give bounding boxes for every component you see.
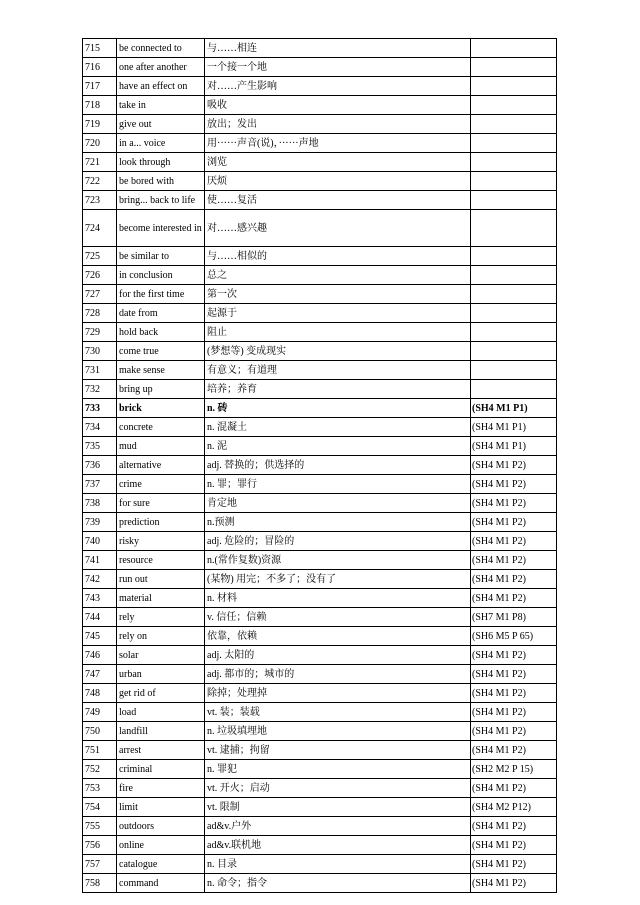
table-row	[83, 836, 557, 855]
chinese-meaning: n. 罪；罪行	[205, 475, 471, 494]
source-reference: (SH6 M5 P 65)	[471, 627, 557, 646]
table-row	[83, 96, 557, 115]
source-reference: (SH4 M2 P12)	[471, 798, 557, 817]
entry-number: 740	[83, 532, 117, 551]
english-term: one after another	[117, 58, 205, 77]
table-row	[83, 646, 557, 665]
english-term: bring... back to life	[117, 191, 205, 210]
source-reference	[471, 191, 557, 210]
chinese-meaning: n. 目录	[205, 855, 471, 874]
table-row	[83, 760, 557, 779]
entry-number: 728	[83, 304, 117, 323]
entry-number: 724	[83, 210, 117, 247]
table-row	[83, 570, 557, 589]
table-row	[83, 172, 557, 191]
chinese-meaning: n. 命令；指令	[205, 874, 471, 893]
table-row	[83, 437, 557, 456]
entry-number: 736	[83, 456, 117, 475]
table-row	[83, 285, 557, 304]
chinese-meaning: n. 罪犯	[205, 760, 471, 779]
chinese-meaning: 第一次	[205, 285, 471, 304]
chinese-meaning: adj. 替换的；供选择的	[205, 456, 471, 475]
entry-number: 726	[83, 266, 117, 285]
english-term: criminal	[117, 760, 205, 779]
entry-number: 752	[83, 760, 117, 779]
source-reference	[471, 39, 557, 58]
chinese-meaning: 一个接一个地	[205, 58, 471, 77]
vocabulary-sheet	[82, 38, 556, 893]
chinese-meaning: 有意义；有道理	[205, 361, 471, 380]
chinese-meaning: 与……相连	[205, 39, 471, 58]
chinese-meaning: vt. 装；装载	[205, 703, 471, 722]
english-term: bring up	[117, 380, 205, 399]
table-row	[83, 874, 557, 893]
source-reference: (SH4 M1 P2)	[471, 722, 557, 741]
entry-number: 756	[83, 836, 117, 855]
chinese-meaning: adj. 太阳的	[205, 646, 471, 665]
chinese-meaning: 对……产生影响	[205, 77, 471, 96]
table-row	[83, 380, 557, 399]
table-row	[83, 58, 557, 77]
table-row	[83, 115, 557, 134]
chinese-meaning: 厌烦	[205, 172, 471, 191]
table-row	[83, 665, 557, 684]
table-row	[83, 399, 557, 418]
chinese-meaning: n. 泥	[205, 437, 471, 456]
entry-number: 749	[83, 703, 117, 722]
english-term: hold back	[117, 323, 205, 342]
table-row	[83, 361, 557, 380]
source-reference	[471, 266, 557, 285]
chinese-meaning: n.(常作复数)资源	[205, 551, 471, 570]
entry-number: 745	[83, 627, 117, 646]
entry-number: 751	[83, 741, 117, 760]
entry-number: 720	[83, 134, 117, 153]
source-reference: (SH4 M1 P2)	[471, 646, 557, 665]
source-reference	[471, 285, 557, 304]
english-term: be bored with	[117, 172, 205, 191]
source-reference: (SH4 M1 P2)	[471, 551, 557, 570]
entry-number: 758	[83, 874, 117, 893]
table-row	[83, 323, 557, 342]
chinese-meaning: n.预测	[205, 513, 471, 532]
entry-number: 721	[83, 153, 117, 172]
english-term: mud	[117, 437, 205, 456]
chinese-meaning: vt. 限制	[205, 798, 471, 817]
table-row	[83, 266, 557, 285]
entry-number: 747	[83, 665, 117, 684]
source-reference	[471, 153, 557, 172]
english-term: come true	[117, 342, 205, 361]
chinese-meaning: 依靠，依赖	[205, 627, 471, 646]
english-term: alternative	[117, 456, 205, 475]
source-reference: (SH4 M1 P2)	[471, 855, 557, 874]
source-reference	[471, 172, 557, 191]
english-term: date from	[117, 304, 205, 323]
source-reference: (SH4 M1 P2)	[471, 513, 557, 532]
entry-number: 741	[83, 551, 117, 570]
chinese-meaning: 肯定地	[205, 494, 471, 513]
english-term: arrest	[117, 741, 205, 760]
table-row	[83, 855, 557, 874]
source-reference	[471, 380, 557, 399]
chinese-meaning: 放出；发出	[205, 115, 471, 134]
chinese-meaning: vt. 逮捕；拘留	[205, 741, 471, 760]
english-term: material	[117, 589, 205, 608]
english-term: landfill	[117, 722, 205, 741]
chinese-meaning: 总之	[205, 266, 471, 285]
chinese-meaning: 除掉；处理掉	[205, 684, 471, 703]
entry-number: 731	[83, 361, 117, 380]
table-row	[83, 589, 557, 608]
table-row	[83, 247, 557, 266]
table-row	[83, 494, 557, 513]
entry-number: 746	[83, 646, 117, 665]
english-term: give out	[117, 115, 205, 134]
table-row	[83, 39, 557, 58]
entry-number: 734	[83, 418, 117, 437]
table-row	[83, 779, 557, 798]
source-reference	[471, 210, 557, 247]
chinese-meaning: v. 信任；信赖	[205, 608, 471, 627]
source-reference: (SH4 M1 P2)	[471, 836, 557, 855]
english-term: prediction	[117, 513, 205, 532]
entry-number: 743	[83, 589, 117, 608]
source-reference: (SH4 M1 P2)	[471, 665, 557, 684]
source-reference: (SH4 M1 P2)	[471, 494, 557, 513]
english-term: make sense	[117, 361, 205, 380]
table-row	[83, 627, 557, 646]
chinese-meaning: n. 垃圾填埋地	[205, 722, 471, 741]
entry-number: 735	[83, 437, 117, 456]
source-reference	[471, 247, 557, 266]
chinese-meaning: vt. 开火；启动	[205, 779, 471, 798]
english-term: rely on	[117, 627, 205, 646]
chinese-meaning: (梦想等) 变成现实	[205, 342, 471, 361]
vocabulary-table	[82, 38, 557, 893]
source-reference: (SH4 M1 P2)	[471, 570, 557, 589]
english-term: load	[117, 703, 205, 722]
english-term: in a... voice	[117, 134, 205, 153]
english-term: take in	[117, 96, 205, 115]
source-reference: (SH4 M1 P1)	[471, 418, 557, 437]
entry-number: 744	[83, 608, 117, 627]
entry-number: 737	[83, 475, 117, 494]
chinese-meaning: 使……复活	[205, 191, 471, 210]
table-row	[83, 513, 557, 532]
source-reference: (SH4 M1 P2)	[471, 475, 557, 494]
chinese-meaning: 培养；养育	[205, 380, 471, 399]
source-reference	[471, 58, 557, 77]
entry-number: 748	[83, 684, 117, 703]
entry-number: 722	[83, 172, 117, 191]
english-term: resource	[117, 551, 205, 570]
source-reference	[471, 134, 557, 153]
table-row	[83, 532, 557, 551]
english-term: for sure	[117, 494, 205, 513]
english-term: brick	[117, 399, 205, 418]
english-term: crime	[117, 475, 205, 494]
chinese-meaning: 与……相似的	[205, 247, 471, 266]
entry-number: 717	[83, 77, 117, 96]
source-reference: (SH4 M1 P1)	[471, 399, 557, 418]
source-reference	[471, 361, 557, 380]
source-reference	[471, 77, 557, 96]
entry-number: 725	[83, 247, 117, 266]
entry-number: 754	[83, 798, 117, 817]
chinese-meaning: n. 砖	[205, 399, 471, 418]
chinese-meaning: 用······声音(说)，······声地	[205, 134, 471, 153]
table-row	[83, 608, 557, 627]
table-row	[83, 684, 557, 703]
source-reference: (SH4 M1 P2)	[471, 703, 557, 722]
entry-number: 716	[83, 58, 117, 77]
source-reference: (SH4 M1 P2)	[471, 684, 557, 703]
source-reference: (SH4 M1 P2)	[471, 532, 557, 551]
chinese-meaning: adj. 危险的；冒险的	[205, 532, 471, 551]
english-term: catalogue	[117, 855, 205, 874]
english-term: limit	[117, 798, 205, 817]
entry-number: 715	[83, 39, 117, 58]
table-row	[83, 798, 557, 817]
source-reference	[471, 304, 557, 323]
table-row	[83, 418, 557, 437]
table-row	[83, 703, 557, 722]
source-reference	[471, 342, 557, 361]
chinese-meaning: 浏览	[205, 153, 471, 172]
entry-number: 727	[83, 285, 117, 304]
source-reference: (SH4 M1 P2)	[471, 817, 557, 836]
english-term: rely	[117, 608, 205, 627]
english-term: be connected to	[117, 39, 205, 58]
entry-number: 738	[83, 494, 117, 513]
vocabulary-table-body	[83, 39, 557, 893]
source-reference: (SH2 M2 P 15)	[471, 760, 557, 779]
source-reference: (SH7 M1 P8)	[471, 608, 557, 627]
table-row	[83, 134, 557, 153]
table-row	[83, 77, 557, 96]
entry-number: 750	[83, 722, 117, 741]
table-row	[83, 304, 557, 323]
source-reference: (SH4 M1 P2)	[471, 874, 557, 893]
english-term: become interested in	[117, 210, 205, 247]
table-row	[83, 722, 557, 741]
source-reference	[471, 323, 557, 342]
entry-number: 739	[83, 513, 117, 532]
table-row	[83, 551, 557, 570]
english-term: be similar to	[117, 247, 205, 266]
table-row	[83, 153, 557, 172]
chinese-meaning: 起源于	[205, 304, 471, 323]
entry-number: 729	[83, 323, 117, 342]
english-term: risky	[117, 532, 205, 551]
english-term: concrete	[117, 418, 205, 437]
english-term: outdoors	[117, 817, 205, 836]
source-reference: (SH4 M1 P2)	[471, 456, 557, 475]
chinese-meaning: 对……感兴趣	[205, 210, 471, 247]
english-term: run out	[117, 570, 205, 589]
english-term: online	[117, 836, 205, 855]
source-reference: (SH4 M1 P1)	[471, 437, 557, 456]
source-reference	[471, 96, 557, 115]
entry-number: 733	[83, 399, 117, 418]
table-row	[83, 342, 557, 361]
english-term: solar	[117, 646, 205, 665]
english-term: for the first time	[117, 285, 205, 304]
entry-number: 723	[83, 191, 117, 210]
entry-number: 730	[83, 342, 117, 361]
entry-number: 755	[83, 817, 117, 836]
chinese-meaning: ad&v.户外	[205, 817, 471, 836]
chinese-meaning: 阻止	[205, 323, 471, 342]
table-row	[83, 210, 557, 247]
entry-number: 742	[83, 570, 117, 589]
entry-number: 753	[83, 779, 117, 798]
english-term: command	[117, 874, 205, 893]
source-reference: (SH4 M1 P2)	[471, 589, 557, 608]
source-reference	[471, 115, 557, 134]
entry-number: 757	[83, 855, 117, 874]
table-row	[83, 456, 557, 475]
source-reference: (SH4 M1 P2)	[471, 741, 557, 760]
entry-number: 718	[83, 96, 117, 115]
entry-number: 732	[83, 380, 117, 399]
table-row	[83, 741, 557, 760]
english-term: have an effect on	[117, 77, 205, 96]
chinese-meaning: n. 混凝土	[205, 418, 471, 437]
chinese-meaning: adj. 都市的；城市的	[205, 665, 471, 684]
english-term: fire	[117, 779, 205, 798]
english-term: in conclusion	[117, 266, 205, 285]
chinese-meaning: 吸收	[205, 96, 471, 115]
chinese-meaning: (某物) 用完；不多了；没有了	[205, 570, 471, 589]
source-reference: (SH4 M1 P2)	[471, 779, 557, 798]
english-term: get rid of	[117, 684, 205, 703]
entry-number: 719	[83, 115, 117, 134]
chinese-meaning: n. 材料	[205, 589, 471, 608]
table-row	[83, 475, 557, 494]
table-row	[83, 817, 557, 836]
english-term: urban	[117, 665, 205, 684]
english-term: look through	[117, 153, 205, 172]
table-row	[83, 191, 557, 210]
chinese-meaning: ad&v.联机地	[205, 836, 471, 855]
